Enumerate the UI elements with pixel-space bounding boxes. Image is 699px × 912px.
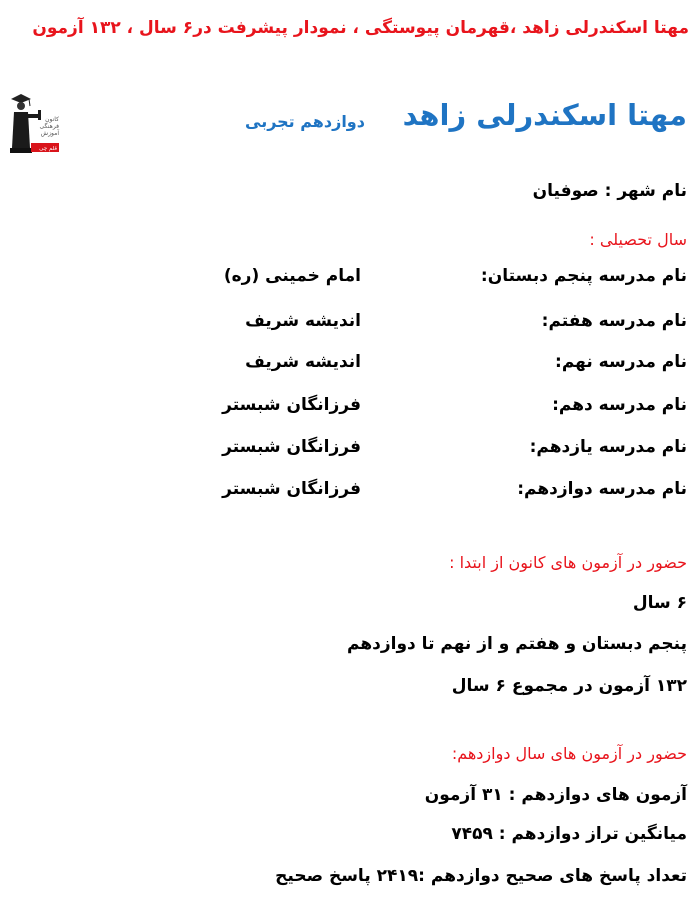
city-line: نام شهر : صوفیان — [532, 181, 687, 201]
grade12-average-score: میانگین تراز دوازدهم : ۷۴۵۹ — [451, 824, 687, 844]
school-value: اندیشه شریف — [245, 311, 361, 331]
grade12-heading: حضور در آزمون های سال دوازدهم: — [451, 744, 687, 763]
school-label: نام مدرسه دهم: — [552, 395, 687, 415]
student-name: مهتا اسکندرلی زاهد — [402, 98, 687, 132]
logo-text-2: فرهنگی — [39, 123, 59, 130]
logo-text-4: قلم چی — [39, 146, 57, 152]
grade-label: دوازدهم تجربی — [245, 112, 365, 131]
school-row — [0, 479, 699, 505]
school-row — [0, 352, 699, 378]
school-value: اندیشه شریف — [245, 352, 361, 372]
school-value: فرزانگان شبستر — [222, 479, 361, 499]
school-row — [0, 266, 699, 292]
school-label: نام مدرسه پنجم دبستان: — [480, 266, 687, 286]
attendance-years: ۶ سال — [632, 593, 687, 613]
school-value: امام خمینی (ره) — [223, 266, 361, 286]
logo-text-3: آموزش — [40, 130, 59, 137]
school-row — [0, 395, 699, 421]
school-label: نام مدرسه نهم: — [555, 352, 687, 372]
attendance-total: ۱۳۲ آزمون در مجموع ۶ سال — [451, 676, 687, 696]
school-row — [0, 437, 699, 463]
attendance-heading: حضور در آزمون های کانون از ابتدا : — [449, 553, 687, 572]
grade12-correct-answers: تعداد پاسخ های صحیح دوازدهم :۲۴۱۹ پاسخ صحیح — [275, 866, 687, 886]
page-title: مهتا اسکندرلی زاهد ،قهرمان پیوستگی ، نمودار پیشرفت در۶ سال ، ۱۳۲ آزمون — [32, 18, 689, 38]
logo-text-1: کانون — [45, 116, 59, 123]
education-heading: سال تحصیلی : — [589, 230, 687, 249]
school-row — [0, 311, 699, 337]
school-value: فرزانگان شبستر — [222, 437, 361, 457]
school-label: نام مدرسه یازدهم: — [529, 437, 687, 457]
graduate-statue-icon — [7, 88, 61, 156]
school-value: فرزانگان شبستر — [222, 395, 361, 415]
grade12-exam-count: آزمون های دوازدهم : ۳۱ آزمون — [424, 785, 687, 805]
school-label: نام مدرسه هفتم: — [541, 311, 687, 331]
kanoon-logo — [7, 88, 61, 156]
school-label: نام مدرسه دوازدهم: — [517, 479, 687, 499]
attendance-grades: پنجم دبستان و هفتم و از نهم تا دوازدهم — [347, 634, 687, 654]
